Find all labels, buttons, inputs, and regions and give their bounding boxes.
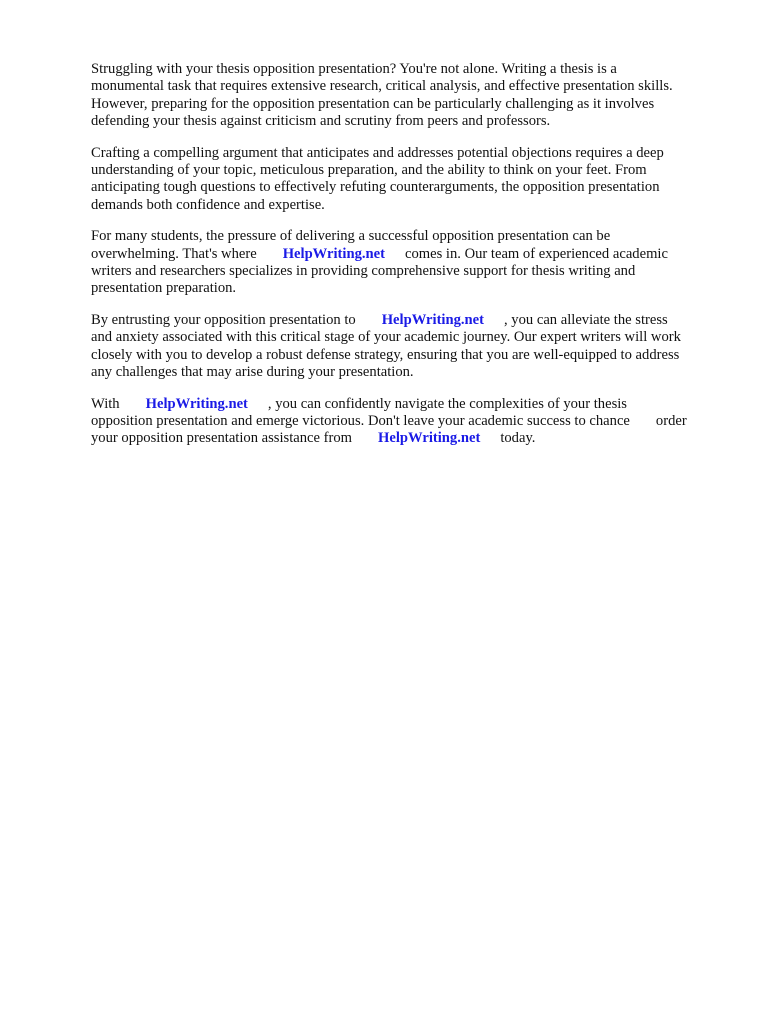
text-segment: opposition presentation and emerge victorious. Don't leave your academic success to chance bbox=[91, 412, 630, 429]
paragraph-gap bbox=[91, 214, 721, 228]
text-line bbox=[91, 413, 721, 430]
text-line bbox=[91, 246, 721, 263]
text-line: understanding of your topic, meticulous preparation, and the ability to think on your feet. From bbox=[91, 162, 647, 179]
text-segment: , you can alleviate the stress bbox=[504, 311, 668, 328]
text-segment: With bbox=[91, 395, 120, 412]
text-line: any challenges that may arise during your presentation. bbox=[91, 364, 414, 381]
paragraph-conclusion bbox=[91, 396, 721, 448]
text-line: defending your thesis against criticism and scrutiny from peers and professors. bbox=[91, 113, 551, 130]
text-line: writers and researchers specializes in providing comprehensive support for thesis writing and bbox=[91, 263, 636, 280]
paragraph-pressure bbox=[91, 228, 721, 298]
text-line bbox=[91, 312, 721, 329]
text-line: monumental task that requires extensive research, critical analysis, and effective presentation skills. bbox=[91, 78, 673, 95]
document-page bbox=[91, 61, 721, 448]
paragraph-gap bbox=[91, 131, 721, 145]
text-segment: overwhelming. That's where bbox=[91, 245, 257, 262]
text-segment: today. bbox=[500, 430, 536, 447]
paragraph-gap bbox=[91, 382, 721, 396]
text-line: and anxiety associated with this critical stage of your academic journey. Our expert writers will work bbox=[91, 329, 681, 346]
text-segment: order bbox=[655, 412, 687, 429]
text-segment: , you can confidently navigate the complexities of your thesis bbox=[267, 395, 627, 412]
text-segment: By entrusting your opposition presentation to bbox=[91, 311, 356, 328]
helpwriting-link[interactable]: HelpWriting.net bbox=[145, 395, 248, 412]
helpwriting-link[interactable]: HelpWriting.net bbox=[378, 430, 481, 447]
text-line bbox=[91, 430, 721, 447]
text-line: For many students, the pressure of delivering a successful opposition presentation can be bbox=[91, 228, 611, 245]
text-line: demands both confidence and expertise. bbox=[91, 196, 325, 213]
text-line: closely with you to develop a robust defense strategy, ensuring that you are well-equipped to address bbox=[91, 346, 680, 363]
text-line: Struggling with your thesis opposition presentation? You're not alone. Writing a thesis is a bbox=[91, 61, 617, 77]
text-line: Crafting a compelling argument that anticipates and addresses potential objections requires a deep bbox=[91, 144, 664, 161]
text-line: anticipating tough questions to effectively refuting counterarguments, the opposition presentation bbox=[91, 179, 660, 196]
text-segment: comes in. Our team of experienced academic bbox=[404, 245, 668, 262]
helpwriting-link[interactable]: HelpWriting.net bbox=[282, 245, 385, 262]
text-segment: your opposition presentation assistance from bbox=[91, 430, 353, 447]
helpwriting-link[interactable]: HelpWriting.net bbox=[381, 311, 484, 328]
text-line bbox=[91, 396, 721, 413]
paragraph-intro bbox=[91, 61, 721, 131]
text-line: presentation preparation. bbox=[91, 280, 237, 297]
paragraph-entrusting bbox=[91, 312, 721, 382]
text-line: However, preparing for the opposition presentation can be particularly challenging as it involves bbox=[91, 95, 655, 112]
paragraph-gap bbox=[91, 298, 721, 312]
paragraph-crafting bbox=[91, 145, 721, 215]
